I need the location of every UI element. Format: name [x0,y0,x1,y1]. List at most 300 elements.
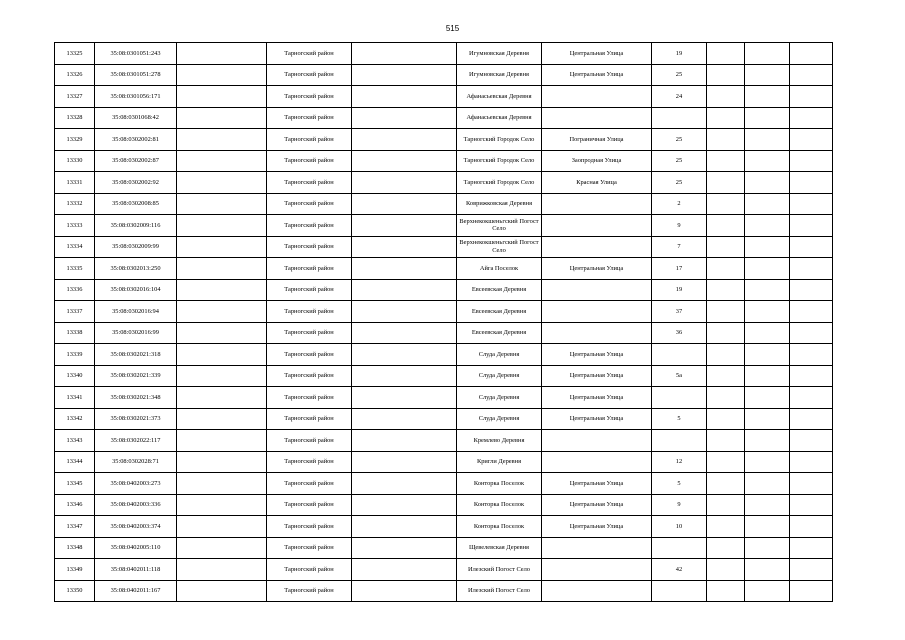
blank-column-cell [177,86,267,108]
table-row [55,279,833,301]
cadastral-number-cell: 35:08:0301051:243 [95,43,177,65]
blank-column-cell [790,473,833,495]
record-number-cell: 13325 [55,43,95,65]
blank-column-cell [177,236,267,258]
blank-column-cell [177,537,267,559]
blank-column-cell [745,322,790,344]
district-cell: Тарногский район [267,150,352,172]
blank-column-cell [790,430,833,452]
blank-column-cell [177,150,267,172]
blank-column-cell [790,258,833,280]
locality-cell: Слуда Деревня [457,344,542,366]
district-cell: Тарногский район [267,387,352,409]
record-number-cell: 13349 [55,559,95,581]
blank-column-cell [745,494,790,516]
blank-column-cell [177,451,267,473]
locality-cell: Афанасьевская Деревня [457,86,542,108]
cadastral-number-cell: 35:08:0302002:92 [95,172,177,194]
house-number-cell [652,537,707,559]
blank-column-cell [177,64,267,86]
blank-column-cell [352,387,457,409]
house-number-cell [652,344,707,366]
record-number-cell: 13327 [55,86,95,108]
blank-column-cell [790,150,833,172]
street-cell: Центральная Улица [542,365,652,387]
locality-cell: Евсеевская Деревня [457,279,542,301]
cadastral-number-cell: 35:08:0302016:99 [95,322,177,344]
table-row [55,150,833,172]
house-number-cell: 7 [652,236,707,258]
blank-column-cell [707,215,745,237]
street-cell: Заопродная Улица [542,150,652,172]
table-row [55,172,833,194]
cadastral-number-cell: 35:08:0302021:348 [95,387,177,409]
blank-column-cell [707,43,745,65]
house-number-cell: 19 [652,43,707,65]
blank-column-cell [177,473,267,495]
record-number-cell: 13342 [55,408,95,430]
blank-column-cell [352,150,457,172]
street-cell: Центральная Улица [542,408,652,430]
blank-column-cell [177,408,267,430]
blank-column-cell [352,64,457,86]
locality-cell: Коврижковская Деревня [457,193,542,215]
locality-cell: Верхнекокшеньгский Погост Село [457,215,542,237]
record-number-cell: 13329 [55,129,95,151]
record-number-cell: 13343 [55,430,95,452]
blank-column-cell [177,193,267,215]
blank-column-cell [177,494,267,516]
blank-column-cell [707,580,745,602]
locality-cell: Евсеевская Деревня [457,301,542,323]
table-row [55,516,833,538]
table-row [55,408,833,430]
locality-cell: Айга Поселок [457,258,542,280]
cadastral-number-cell: 35:08:0402005:110 [95,537,177,559]
blank-column-cell [707,236,745,258]
house-number-cell: 24 [652,86,707,108]
street-cell: Центральная Улица [542,494,652,516]
blank-column-cell [707,301,745,323]
blank-column-cell [707,172,745,194]
locality-cell: Верхнекокшеньгский Погост Село [457,236,542,258]
record-number-cell: 13330 [55,150,95,172]
cadastral-number-cell: 35:08:0302021:318 [95,344,177,366]
locality-cell: Игумновская Деревня [457,43,542,65]
blank-column-cell [352,580,457,602]
blank-column-cell [745,215,790,237]
locality-cell: Тарногский Городок Село [457,172,542,194]
table-row [55,365,833,387]
locality-cell: Слуда Деревня [457,387,542,409]
blank-column-cell [352,193,457,215]
table-row [55,301,833,323]
blank-column-cell [177,215,267,237]
district-cell: Тарногский район [267,365,352,387]
cadastral-number-cell: 35:08:0301056:171 [95,86,177,108]
blank-column-cell [177,387,267,409]
blank-column-cell [745,301,790,323]
record-number-cell: 13336 [55,279,95,301]
locality-cell: Тарногский Городок Село [457,129,542,151]
record-number-cell: 13346 [55,494,95,516]
record-number-cell: 13331 [55,172,95,194]
locality-cell: Илезский Погост Село [457,580,542,602]
record-number-cell: 13347 [55,516,95,538]
district-cell: Тарногский район [267,236,352,258]
blank-column-cell [177,559,267,581]
blank-column-cell [707,473,745,495]
record-number-cell: 13348 [55,537,95,559]
house-number-cell: 5а [652,365,707,387]
district-cell: Тарногский район [267,473,352,495]
district-cell: Тарногский район [267,494,352,516]
blank-column-cell [352,494,457,516]
blank-column-cell [707,129,745,151]
blank-column-cell [352,172,457,194]
district-cell: Тарногский район [267,43,352,65]
blank-column-cell [745,258,790,280]
district-cell: Тарногский район [267,430,352,452]
house-number-cell: 12 [652,451,707,473]
blank-column-cell [352,473,457,495]
house-number-cell: 2 [652,193,707,215]
blank-column-cell [790,387,833,409]
house-number-cell: 25 [652,172,707,194]
blank-column-cell [707,279,745,301]
cadastral-number-cell: 35:08:0302009:116 [95,215,177,237]
blank-column-cell [790,408,833,430]
house-number-cell: 5 [652,408,707,430]
district-cell: Тарногский район [267,408,352,430]
blank-column-cell [745,580,790,602]
blank-column-cell [707,516,745,538]
locality-cell: Илезский Погост Село [457,559,542,581]
blank-column-cell [707,150,745,172]
house-number-cell: 19 [652,279,707,301]
locality-cell: Конторка Поселок [457,473,542,495]
district-cell: Тарногский район [267,559,352,581]
blank-column-cell [790,215,833,237]
blank-column-cell [790,172,833,194]
blank-column-cell [707,86,745,108]
table-row [55,537,833,559]
district-cell: Тарногский район [267,580,352,602]
locality-cell: Игумновская Деревня [457,64,542,86]
blank-column-cell [707,64,745,86]
house-number-cell [652,107,707,129]
blank-column-cell [790,494,833,516]
blank-column-cell [352,86,457,108]
district-cell: Тарногский район [267,129,352,151]
street-cell: Красная Улица [542,172,652,194]
table-row [55,64,833,86]
blank-column-cell [745,193,790,215]
cadastral-number-cell: 35:08:0301051:278 [95,64,177,86]
table-row [55,387,833,409]
blank-column-cell [352,322,457,344]
blank-column-cell [745,172,790,194]
blank-column-cell [790,236,833,258]
blank-column-cell [707,107,745,129]
house-number-cell: 25 [652,64,707,86]
locality-cell: Конторка Поселок [457,494,542,516]
house-number-cell: 9 [652,494,707,516]
table-row [55,580,833,602]
cadastral-number-cell: 35:08:0402003:374 [95,516,177,538]
table-row [55,559,833,581]
blank-column-cell [177,516,267,538]
street-cell: Центральная Улица [542,473,652,495]
locality-cell: Щевелевская Деревня [457,537,542,559]
street-cell: Пограничная Улица [542,129,652,151]
blank-column-cell [745,150,790,172]
blank-column-cell [745,344,790,366]
blank-column-cell [352,430,457,452]
record-number-cell: 13334 [55,236,95,258]
blank-column-cell [177,107,267,129]
blank-column-cell [352,107,457,129]
district-cell: Тарногский район [267,64,352,86]
cadastral-number-cell: 35:08:0402011:118 [95,559,177,581]
blank-column-cell [707,193,745,215]
house-number-cell [652,387,707,409]
blank-column-cell [177,129,267,151]
blank-column-cell [745,516,790,538]
record-number-cell: 13326 [55,64,95,86]
street-cell [542,322,652,344]
blank-column-cell [745,64,790,86]
blank-column-cell [745,365,790,387]
locality-cell: Слуда Деревня [457,365,542,387]
blank-column-cell [177,301,267,323]
cadastral-number-cell: 35:08:0302021:339 [95,365,177,387]
street-cell [542,86,652,108]
record-number-cell: 13337 [55,301,95,323]
table-row [55,107,833,129]
blank-column-cell [790,344,833,366]
street-cell [542,215,652,237]
locality-cell: Слуда Деревня [457,408,542,430]
blank-column-cell [352,516,457,538]
blank-column-cell [352,279,457,301]
street-cell [542,451,652,473]
record-number-cell: 13350 [55,580,95,602]
blank-column-cell [745,43,790,65]
street-cell: Центральная Улица [542,258,652,280]
blank-column-cell [790,129,833,151]
street-cell [542,301,652,323]
house-number-cell: 25 [652,150,707,172]
blank-column-cell [707,559,745,581]
street-cell: Центральная Улица [542,516,652,538]
table-row [55,193,833,215]
house-number-cell [652,430,707,452]
blank-column-cell [352,344,457,366]
street-cell [542,580,652,602]
table-row [55,43,833,65]
house-number-cell: 42 [652,559,707,581]
house-number-cell: 36 [652,322,707,344]
street-cell [542,537,652,559]
table-row [55,86,833,108]
blank-column-cell [177,172,267,194]
cadastral-number-cell: 35:08:0302013:250 [95,258,177,280]
district-cell: Тарногский район [267,301,352,323]
district-cell: Тарногский район [267,516,352,538]
locality-cell: Тарногский Городок Село [457,150,542,172]
blank-column-cell [707,365,745,387]
record-number-cell: 13335 [55,258,95,280]
district-cell: Тарногский район [267,258,352,280]
record-number-cell: 13344 [55,451,95,473]
blank-column-cell [177,365,267,387]
cadastral-number-cell: 35:08:0302002:81 [95,129,177,151]
cadastral-number-cell: 35:08:0302021:373 [95,408,177,430]
blank-column-cell [352,236,457,258]
blank-column-cell [707,322,745,344]
record-number-cell: 13338 [55,322,95,344]
district-cell: Тарногский район [267,344,352,366]
blank-column-cell [177,580,267,602]
street-cell: Центральная Улица [542,64,652,86]
blank-column-cell [745,387,790,409]
district-cell: Тарногский район [267,537,352,559]
blank-column-cell [745,451,790,473]
blank-column-cell [352,365,457,387]
blank-column-cell [745,473,790,495]
table-row [55,129,833,151]
cadastral-number-cell: 35:08:0402003:336 [95,494,177,516]
blank-column-cell [177,322,267,344]
district-cell: Тарногский район [267,279,352,301]
blank-column-cell [707,451,745,473]
house-number-cell: 25 [652,129,707,151]
cadastral-number-cell: 35:08:0302022:117 [95,430,177,452]
district-cell: Тарногский район [267,322,352,344]
blank-column-cell [790,86,833,108]
record-number-cell: 13339 [55,344,95,366]
locality-cell: Кремлево Деревня [457,430,542,452]
blank-column-cell [790,107,833,129]
table-row [55,215,833,237]
record-number-cell: 13333 [55,215,95,237]
street-cell: Центральная Улица [542,43,652,65]
blank-column-cell [177,430,267,452]
blank-column-cell [352,43,457,65]
district-cell: Тарногский район [267,172,352,194]
blank-column-cell [352,129,457,151]
blank-column-cell [745,279,790,301]
blank-column-cell [745,537,790,559]
street-cell [542,279,652,301]
street-cell [542,559,652,581]
blank-column-cell [745,129,790,151]
blank-column-cell [745,430,790,452]
table-row [55,430,833,452]
record-number-cell: 13328 [55,107,95,129]
house-number-cell: 10 [652,516,707,538]
house-number-cell: 17 [652,258,707,280]
locality-cell: Евсеевская Деревня [457,322,542,344]
blank-column-cell [707,494,745,516]
blank-column-cell [707,430,745,452]
cadastral-number-cell: 35:08:0302002:87 [95,150,177,172]
house-number-cell [652,580,707,602]
blank-column-cell [707,258,745,280]
blank-column-cell [177,344,267,366]
cadastral-number-cell: 35:08:0302009:99 [95,236,177,258]
district-cell: Тарногский район [267,193,352,215]
blank-column-cell [790,43,833,65]
cadastral-number-cell: 35:08:0301068:42 [95,107,177,129]
blank-column-cell [790,580,833,602]
blank-column-cell [352,215,457,237]
street-cell: Центральная Улица [542,344,652,366]
street-cell: Центральная Улица [542,387,652,409]
blank-column-cell [177,258,267,280]
district-cell: Тарногский район [267,107,352,129]
blank-column-cell [745,559,790,581]
blank-column-cell [177,279,267,301]
blank-column-cell [745,236,790,258]
street-cell [542,107,652,129]
table-row [55,322,833,344]
district-cell: Тарногский район [267,86,352,108]
blank-column-cell [707,387,745,409]
locality-cell: Афанасьевская Деревня [457,107,542,129]
blank-column-cell [352,408,457,430]
record-number-cell: 13340 [55,365,95,387]
blank-column-cell [707,537,745,559]
blank-column-cell [177,43,267,65]
record-number-cell: 13345 [55,473,95,495]
property-registry-table [54,42,833,602]
blank-column-cell [790,279,833,301]
cadastral-number-cell: 35:08:0302028:71 [95,451,177,473]
table-row [55,473,833,495]
blank-column-cell [745,107,790,129]
blank-column-cell [707,408,745,430]
district-cell: Тарногский район [267,215,352,237]
blank-column-cell [790,301,833,323]
record-number-cell: 13341 [55,387,95,409]
house-number-cell: 37 [652,301,707,323]
house-number-cell: 5 [652,473,707,495]
locality-cell: Кригли Деревня [457,451,542,473]
blank-column-cell [790,559,833,581]
blank-column-cell [790,365,833,387]
house-number-cell: 9 [652,215,707,237]
table-row [55,344,833,366]
cadastral-number-cell: 35:08:0302016:94 [95,301,177,323]
street-cell [542,430,652,452]
blank-column-cell [790,193,833,215]
blank-column-cell [790,322,833,344]
cadastral-number-cell: 35:08:0402011:167 [95,580,177,602]
street-cell [542,236,652,258]
table-row [55,494,833,516]
blank-column-cell [352,537,457,559]
table-body [55,43,833,602]
cadastral-number-cell: 35:08:0402003:273 [95,473,177,495]
table-row [55,236,833,258]
cadastral-number-cell: 35:08:0302008:85 [95,193,177,215]
blank-column-cell [352,451,457,473]
blank-column-cell [745,408,790,430]
table-row [55,451,833,473]
blank-column-cell [707,344,745,366]
